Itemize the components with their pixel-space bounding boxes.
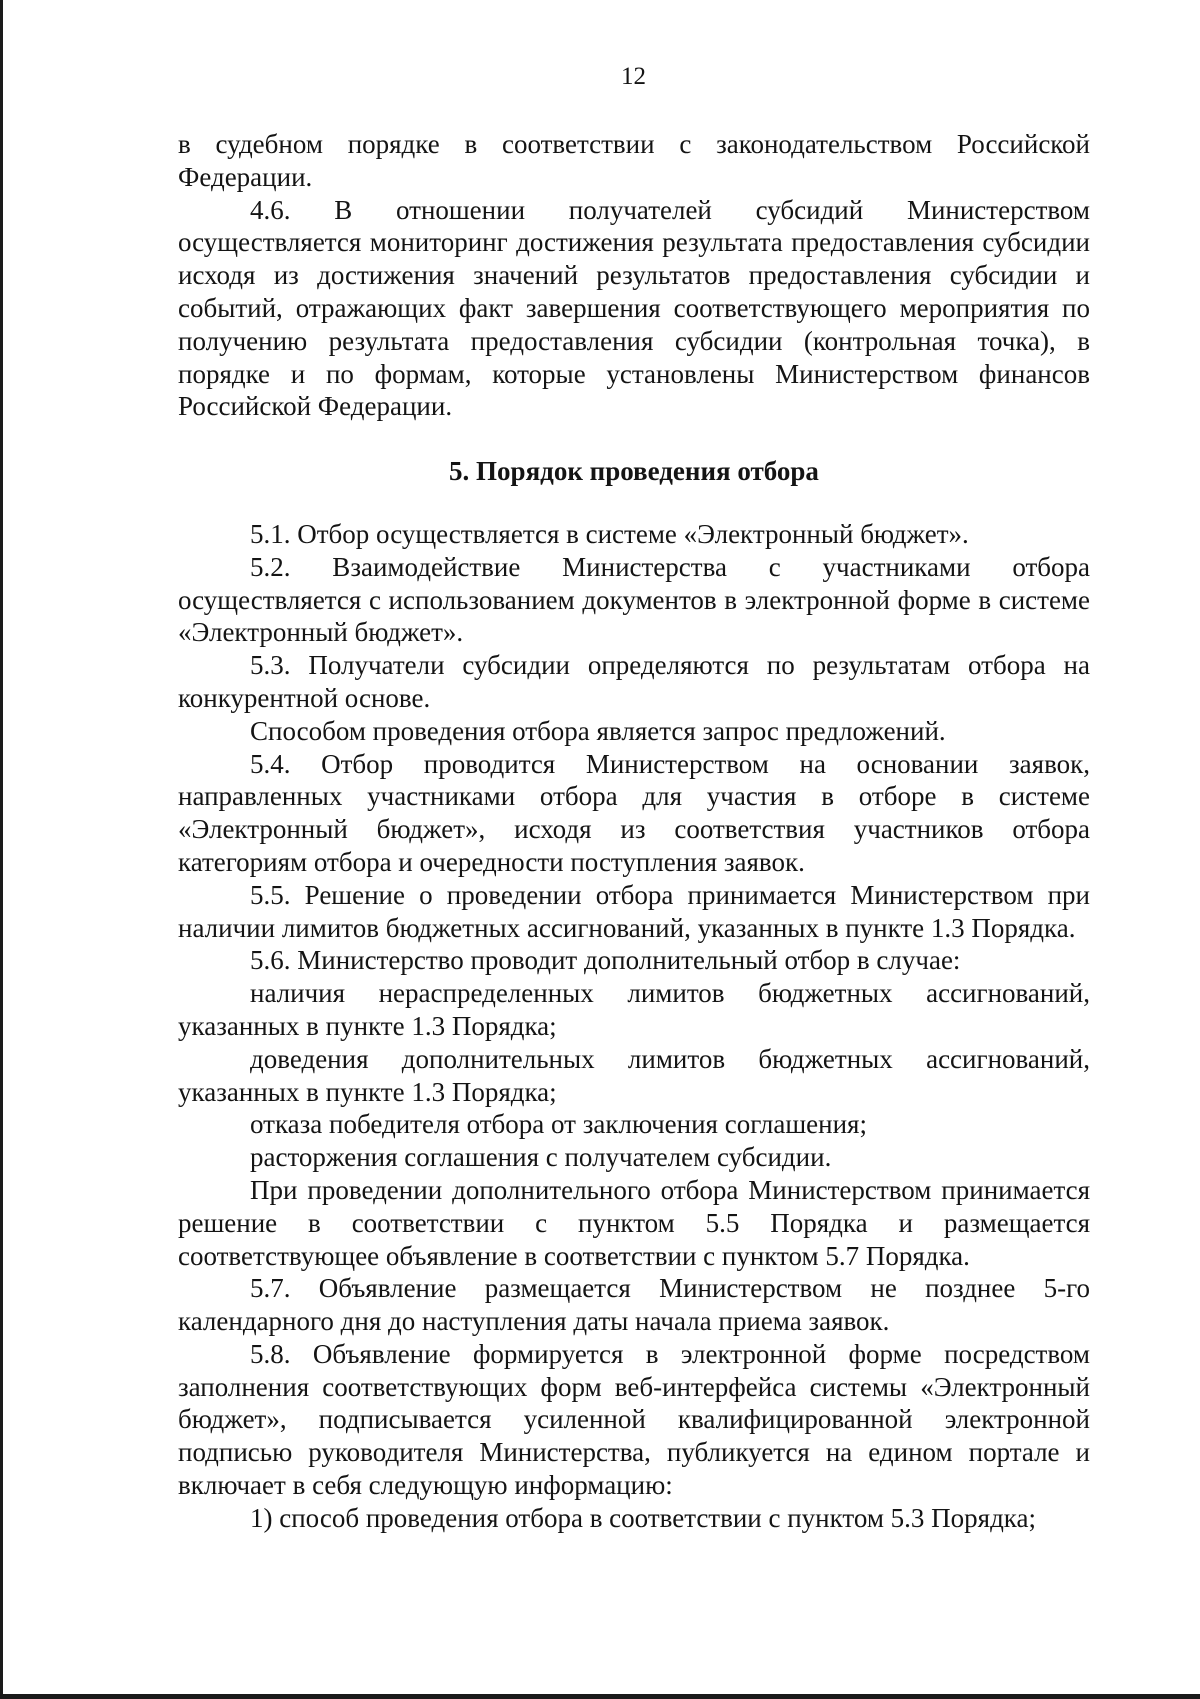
page-number: 12 (621, 63, 646, 90)
paragraph-5-1: 5.1. Отбор осуществляется в системе «Электронный бюджет». (250, 518, 969, 549)
list-item: расторжения соглашения с получателем субсидии. (250, 1142, 832, 1173)
paragraph: Способом проведения отбора является запрос предложений. (250, 715, 946, 746)
section-heading: 5. Порядок проведения отбора (449, 456, 819, 487)
paragraph-5-8: 5.8. Объявление формируется в электронной форме посредством заполнения соответствующих форм веб-интерфейса системы «Электронный бюджет», подписывается усиленной квалифицированной электронной подписью руководителя Министерства, публикуется на едином портале и включает в себя следующую информацию: (178, 1338, 1090, 1501)
paragraph: При проведении дополнительного отбора Министерством принимается решение в соответствии с пунктом 5.5 Порядка и размещается соответствующее объявление в соответствии с пунктом 5.7 Порядка. (178, 1174, 1090, 1271)
list-item: 1) способ проведения отбора в соответствии с пунктом 5.3 Порядка; (250, 1502, 1037, 1533)
paragraph-5-3: 5.3. Получатели субсидии определяются по результатам отбора на конкурентной основе. (178, 650, 1090, 713)
list-item: доведения дополнительных лимитов бюджетных ассигнований, указанных в пункте 1.3 Порядка; (178, 1043, 1090, 1107)
paragraph: в судебном порядке в соответствии с законодательством Российской Федерации. (178, 129, 1090, 192)
paragraph-5-7: 5.7. Объявление размещается Министерством не позднее 5-го календарного дня до наступления даты начала приема заявок. (178, 1273, 1090, 1337)
paragraph-5-6: 5.6. Министерство проводит дополнительный отбор в случае: (250, 945, 961, 976)
scan-edge-bottom (0, 1694, 1200, 1699)
paragraph-5-5: 5.5. Решение о проведении отбора принимается Министерством при наличии лимитов бюджетных ассигнований, указанных в пункте 1.3 Порядка. (178, 879, 1090, 943)
scan-edge-left (0, 0, 3, 1699)
document-body (178, 128, 1090, 1535)
list-item: отказа победителя отбора от заключения соглашения; (250, 1109, 867, 1140)
list-item: наличия нераспределенных лимитов бюджетных ассигнований, указанных в пункте 1.3 Порядка; (178, 978, 1090, 1041)
paragraph-5-4: 5.4. Отбор проводится Министерством на основании заявок, направленных участниками отбора для участия в отборе в системе «Электронный бюджет», исходя из соответствия участников отбора категориям отбора и очередности поступления заявок. (178, 748, 1090, 877)
paragraph-4-6: 4.6. В отношении получателей субсидий Министерством осуществляется мониторинг достижения результата предоставления субсидии исходя из достижения значений результатов предоставления субсидии и событий, отражающих факт завершения соответствующего мероприятия по получению результата предоставления субсидии (контрольная точка), в порядке и по формам, которые установлены Министерством финансов Российской Федерации. (178, 194, 1090, 422)
paragraph-5-2: 5.2. Взаимодействие Министерства с участниками отбора осуществляется с использованием документов в электронной форме в системе «Электронный бюджет». (178, 551, 1090, 648)
